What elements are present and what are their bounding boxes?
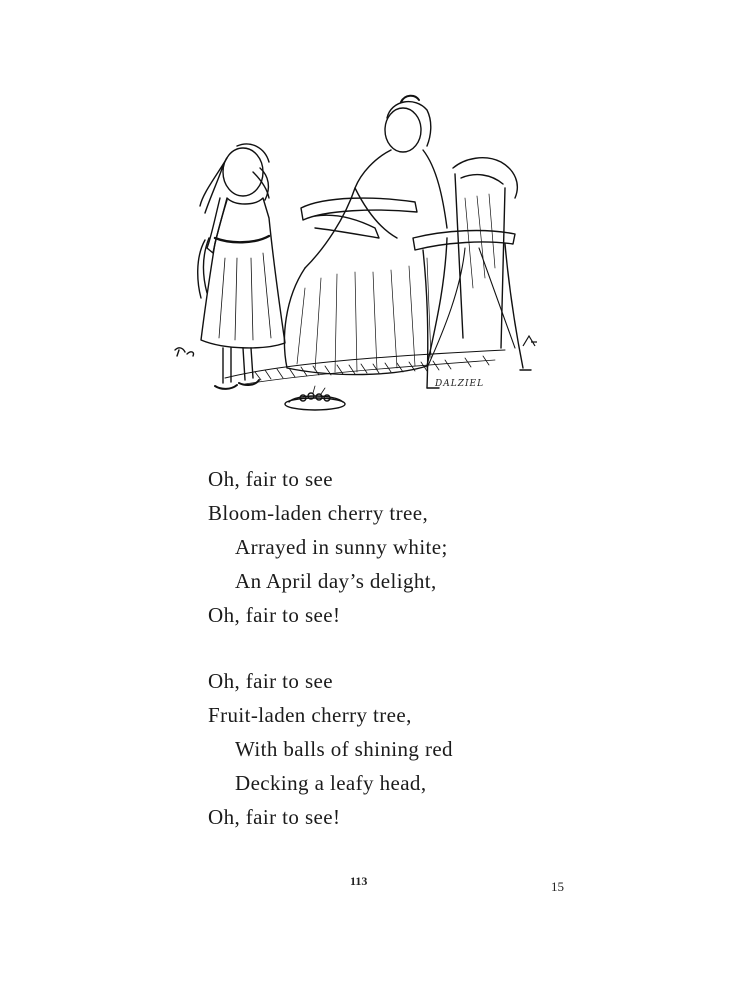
illustration-signature: DALZIEL [435, 379, 485, 389]
poem-stanza [208, 664, 628, 834]
page-number: 113 [350, 874, 368, 888]
poem-line: Arrayed in sunny white; [235, 535, 448, 559]
poem-line: Oh, fair to see [208, 669, 333, 693]
poem-line: Fruit-laden cherry tree, [208, 703, 412, 727]
girl-and-woman-engraving [165, 88, 545, 423]
poem-line: With balls of shining red [235, 737, 453, 761]
engraving-illustration [165, 88, 545, 423]
secondary-page-number: 15 [551, 879, 564, 894]
poem-line: Oh, fair to see! [208, 603, 341, 627]
poem-line: Bloom-laden cherry tree, [208, 501, 429, 525]
poem-line: Oh, fair to see [208, 467, 333, 491]
poem-text [208, 462, 628, 866]
poem-line: Decking a leafy head, [235, 771, 427, 795]
poem-stanza [208, 462, 628, 632]
poem-line: Oh, fair to see! [208, 805, 341, 829]
poem-line: An April day’s delight, [235, 569, 437, 593]
